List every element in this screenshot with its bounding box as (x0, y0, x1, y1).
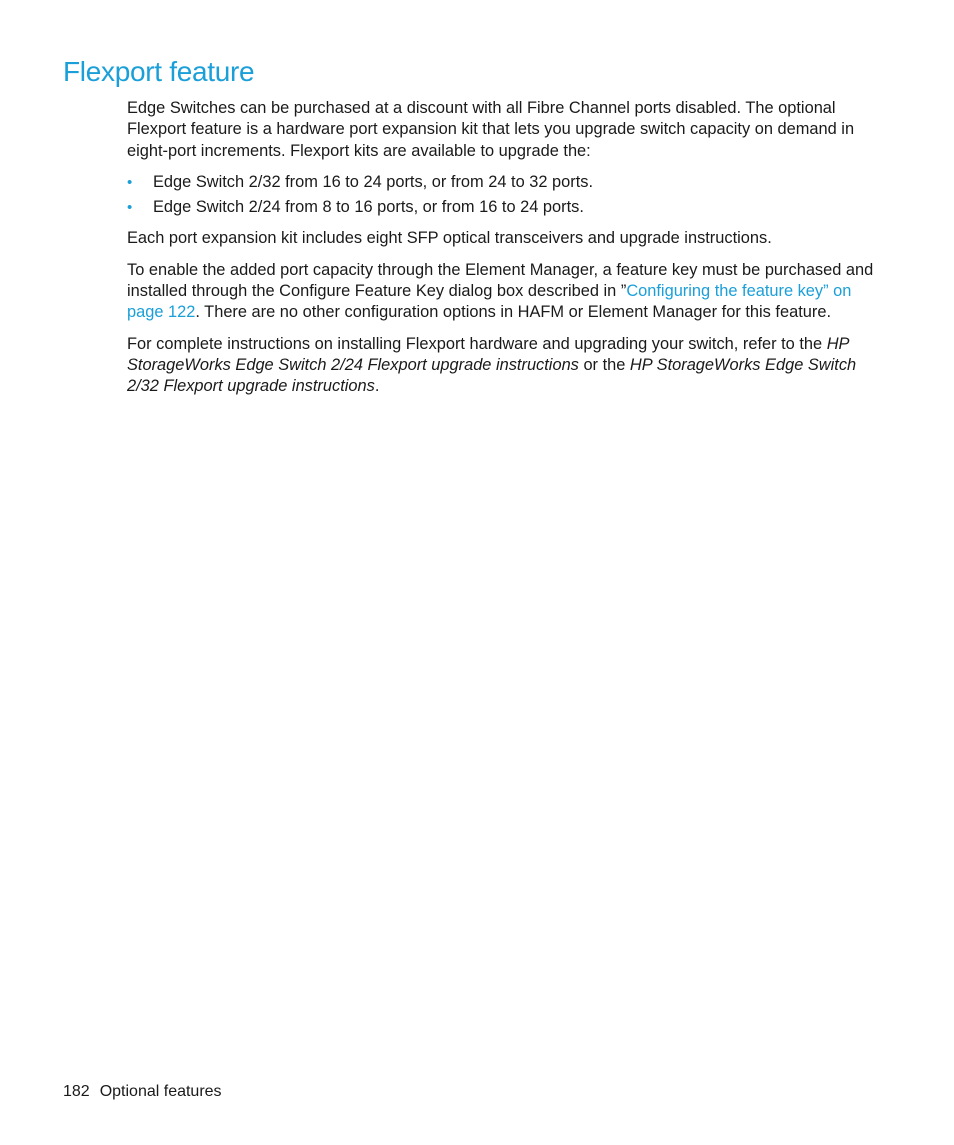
instructions-text-before: For complete instructions on installing Flexport hardware and upgrading your switch, refer to the (127, 334, 827, 353)
enable-text-before: To enable the added port capacity through the Element Manager, a feature key must be purchased and installed through the Configure Feature Key dialog box described in ” (127, 260, 874, 301)
intro-paragraph: Edge Switches can be purchased at a discount with all Fibre Channel ports disabled. The optional Flexport feature is a hardware port expansion kit that lets you upgrade switch capacity on demand in eight-port increments. Flexport kits are available to upgrade the: (127, 99, 855, 160)
list-item (127, 172, 879, 193)
configuring-feature-key-link[interactable]: Configuring the feature key” on page 122 (127, 282, 852, 322)
bullet-icon: • (127, 173, 133, 191)
body-content (127, 98, 879, 408)
instructions-paragraph (127, 334, 879, 398)
page-number: 182 (63, 1083, 90, 1100)
list-item-text: Edge Switch 2/24 from 8 to 16 ports, or from 16 to 24 ports. (153, 198, 584, 217)
instructions-text-after: . (374, 377, 380, 396)
kit-contents-paragraph: Each port expansion kit includes eight SFP optical transceivers and upgrade instructions. (127, 229, 772, 248)
page-footer (63, 1081, 222, 1103)
upgrade-options-list (127, 172, 879, 219)
enable-text-after: . There are no other configuration options in HAFM or Element Manager for this feature. (195, 303, 831, 322)
bullet-icon: • (127, 199, 133, 217)
list-item (127, 197, 879, 218)
instructions-text-middle: or the (578, 355, 630, 374)
enable-paragraph (127, 260, 879, 324)
page-title: Flexport feature (63, 56, 255, 87)
footer-section-title: Optional features (99, 1083, 222, 1100)
list-item-text: Edge Switch 2/32 from 16 to 24 ports, or from 24 to 32 ports. (153, 172, 594, 191)
doc-title-switch-2-24: HP StorageWorks Edge Switch 2/24 Flexport upgrade instructions (127, 334, 849, 374)
doc-title-switch-2-32: HP StorageWorks Edge Switch 2/32 Flexport upgrade instructions (127, 355, 857, 396)
